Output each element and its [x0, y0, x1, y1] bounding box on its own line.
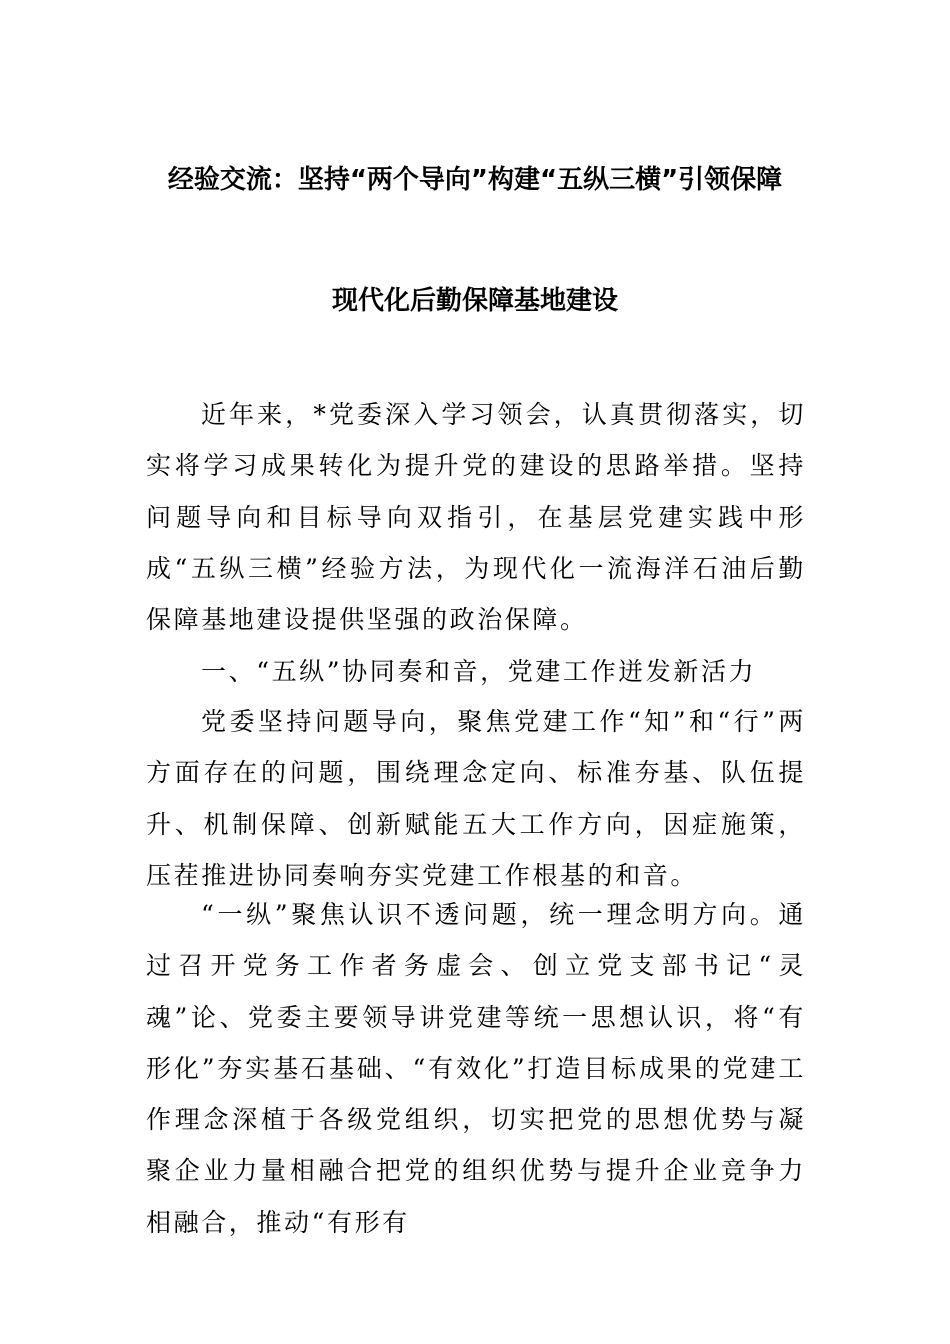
intro-paragraph-block	[146, 389, 806, 645]
document-title-line-1: 经验交流：坚持“两个导向”构建“五纵三横”引领保障	[167, 165, 783, 195]
document-title-line-2: 现代化后勤保障基地建设	[331, 286, 618, 316]
paragraph-intro: 近年来，*党委深入学习领会，认真贯彻落实，切实将学习成果转化为提升党的建设的思路举措。坚持问题导向和目标导向双指引，在基层党建实践中形成“五纵三横”经验方法，为现代化一流海洋石油后勤保障基地建设提供坚强的政治保障。	[146, 400, 806, 635]
paragraph-block-2	[146, 696, 806, 901]
paragraph-3: “一纵”聚焦认识不透问题，统一理念明方向。通过召开党务工作者务虚会、创立党支部书记“灵魂”论、党委主要领导讲党建等统一思想认识，将“有形化”夯实基石基础、“有效化”打造目标成果的党建工作理念深植于各级党组织，切实把党的思想优势与凝聚企业力量相融合把党的组织优势与提升企业竞争力相融合，推动“有形有	[146, 900, 806, 1237]
paragraph-2: 党委坚持问题导向，聚焦党建工作“知”和“行”两方面存在的问题，围绕理念定向、标准夯基、队伍提升、机制保障、创新赋能五大工作方向，因症施策，压茬推进协同奏响夯实党建工作根基的和音。	[146, 707, 806, 890]
paragraph-block-3	[146, 889, 806, 1248]
section-heading: 一、“五纵”协同奏和音，党建工作迸发新活力	[201, 657, 757, 686]
section-heading-block	[146, 646, 806, 697]
